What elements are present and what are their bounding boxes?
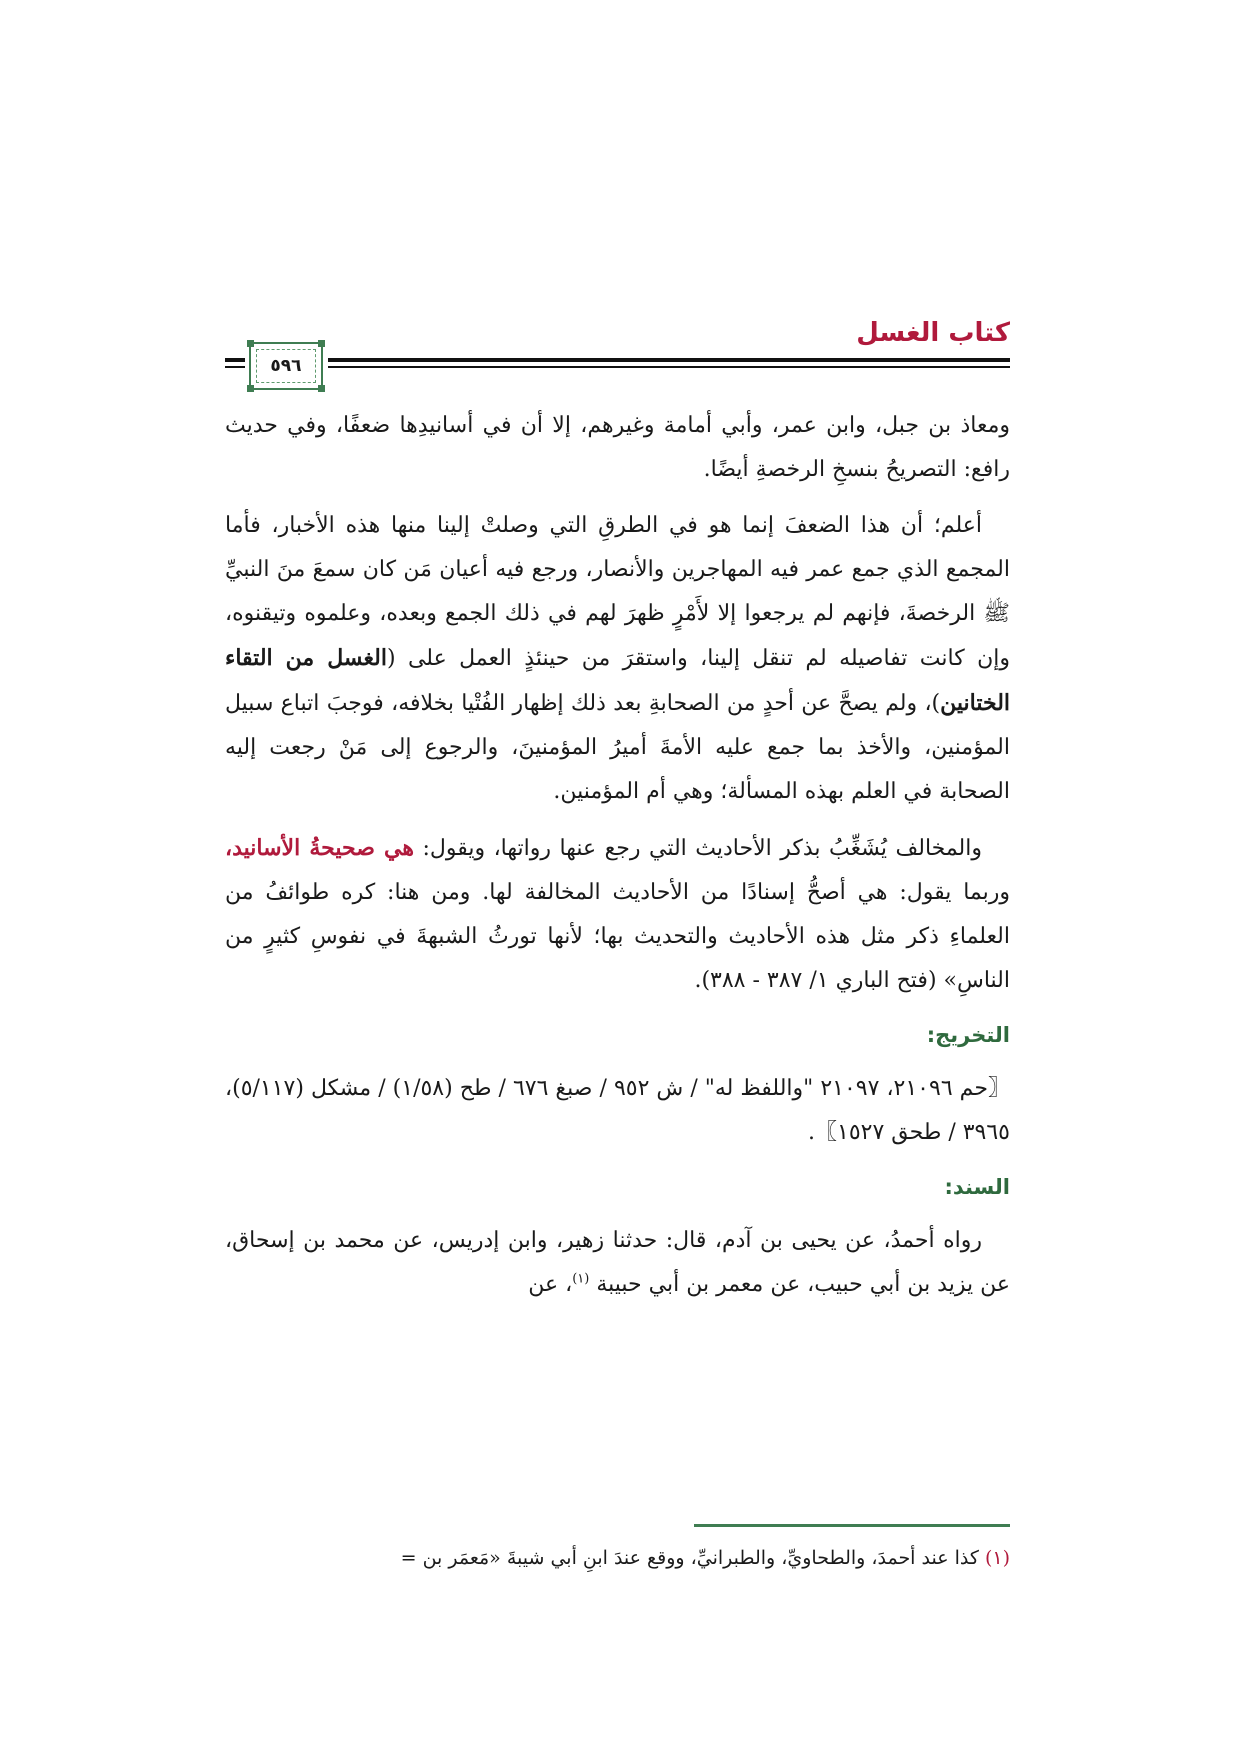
page-header	[225, 318, 1010, 390]
sanad-heading: السند:	[944, 1175, 1010, 1199]
page-number: ٥٩٦	[270, 356, 302, 376]
sanad-text: رواه أحمدُ، عن يحيى بن آدم، قال: حدثنا زهير، وابن إدريس، عن محمد بن إسحاق، عن يزيد بن أبي حبيب، عن معمر بن أبي حبيبة $^{(١)}$، عن	[225, 1228, 1010, 1297]
footnote	[225, 1540, 1010, 1576]
page-body	[225, 404, 1010, 1319]
header-rule-left	[225, 358, 245, 368]
footnote-divider	[694, 1524, 1010, 1527]
footnote-text: كذا عند أحمدَ، والطحاويِّ، والطبرانيِّ، ووقع عندَ ابنِ أبي شيبةَ «مَعمَر بن =	[400, 1547, 985, 1569]
bold-phrase: الغسل من التقاء الختانين	[225, 645, 1011, 716]
page-number-frame	[249, 342, 323, 390]
paragraph-1: ومعاذ بن جبل، وابن عمر، وأبي أمامة وغيرهم، إلا أن في أسانيدِها ضعفًا، وفي حديث رافع: التصريحُ بنسخِ الرخصةِ أيضًا.	[225, 413, 1010, 482]
paragraph-3: والمخالف يُشَغِّبُ بذكر الأحاديث التي رجع عنها رواتها، ويقول: هي صحيحةُ الأسانيد، وربما يقول: هي أصحُّ إسنادًا من الأحاديث المخالفة لها. ومن هنا: كره طوائفُ من العلماءِ ذكر مثل هذه الأحاديث والتحديث بها؛ لأنها تورثُ الشبهةَ في نفوسِ كثيرٍ من الناسِ» (فتح الباري ١/ ٣٨٧ - ٣٨٨).	[225, 835, 1010, 993]
header-rule-right	[328, 358, 1010, 368]
takhrij-heading: التخريج:	[926, 1023, 1010, 1047]
book-title: كتاب الغسل	[856, 318, 1010, 348]
footnote-reference: (١)	[572, 1271, 590, 1287]
highlighted-phrase: هي صحيحةُ الأسانيد،	[225, 835, 414, 861]
footnote-marker: (١)	[984, 1547, 1010, 1569]
paragraph-2: أعلم؛ أن هذا الضعفَ إنما هو في الطرقِ التي وصلتْ إلينا منها هذه الأخبار، فأما المجمع الذي جمع عمر فيه المهاجرين والأنصار، ورجع فيه أعيان مَن كان سمعَ منَ النبيِّ ﷺ الرخصةَ، فإنهم لم يرجعوا إلا لأَمْرٍ ظهرَ لهم في ذلك الجمع وبعده، وعلموه وتيقنوه، وإن كانت تفاصيله لم تنقل إلينا، واستقرَ من حينئذٍ العمل على (الغسل من التقاء الختانين)، ولم يصحَّ عن أحدٍ من الصحابةِ بعد ذلك إظهار الفُتْيا بخلافه، فوجبَ اتباع سبيل المؤمنين، والأخذ بما جمع عليه الأمةَ أميرُ المؤمنينَ، والرجوع إلى مَنْ رجعت إليه الصحابة في العلم بهذه المسألة؛ وهي أم المؤمنين.	[225, 513, 1011, 804]
takhrij-text: 〖حم ٢١٠٩٦، ٢١٠٩٧ "واللفظ له" / ش ٩٥٢ / صبغ ٦٧٦ / طح (١/٥٨) / مشكل (٥/١١٧)، ٣٩٦٥ / طحق ١٥٢٧〗.	[225, 1076, 1010, 1145]
